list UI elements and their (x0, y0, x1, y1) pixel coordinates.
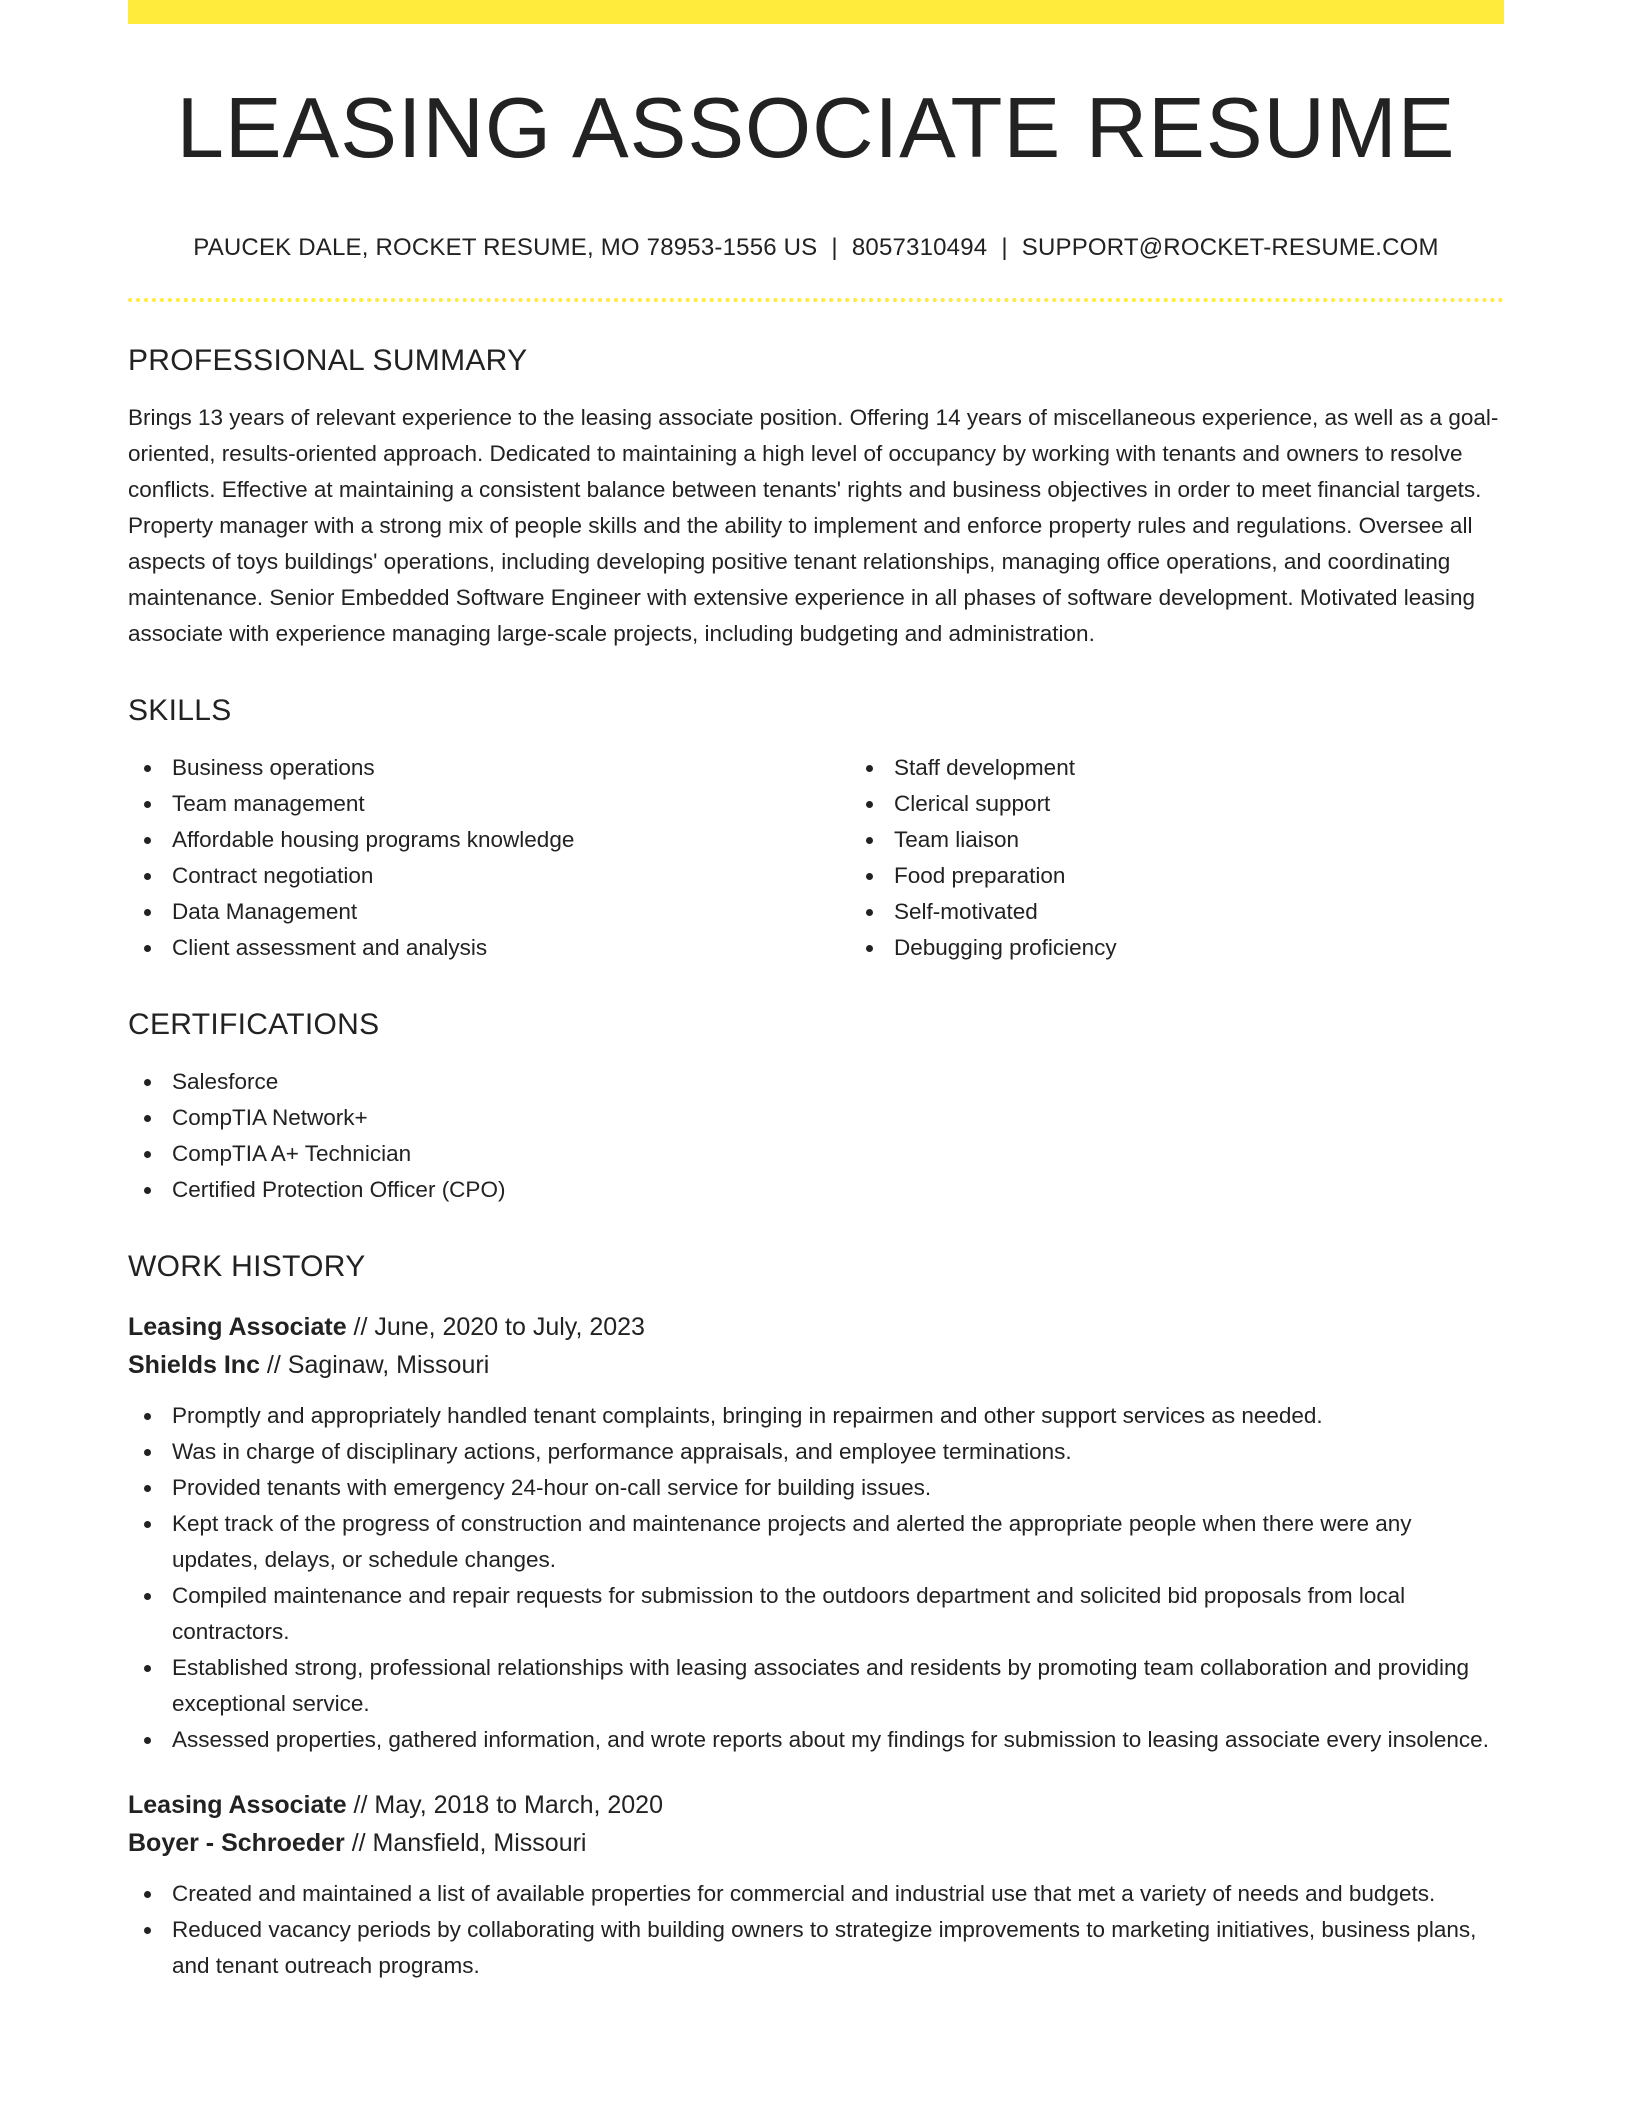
certification-item: Certified Protection Officer (CPO) (172, 1172, 1504, 1208)
certification-item: CompTIA A+ Technician (172, 1136, 1504, 1172)
job-duty: Was in charge of disciplinary actions, performance appraisals, and employee terminations. (172, 1434, 1504, 1470)
contact-separator: | (1001, 233, 1008, 261)
skills-heading: SKILLS (128, 693, 232, 727)
job-duty: Established strong, professional relationships with leasing associates and residents by promoting team collaboration and providing exceptional service. (172, 1650, 1504, 1722)
job-company: Boyer - Schroeder (128, 1828, 345, 1857)
contact-phone: 8057310494 (851, 233, 988, 261)
skill-item: Self-motivated (894, 894, 1572, 930)
job-dates: // May, 2018 to March, 2020 (346, 1790, 663, 1819)
skill-item: Clerical support (894, 786, 1572, 822)
job-entry (128, 1786, 1504, 1984)
job-duty: Provided tenants with emergency 24-hour on-call service for building issues. (172, 1470, 1504, 1506)
contact-email: SUPPORT@ROCKET-RESUME.COM (1021, 233, 1439, 261)
skills-list-right (850, 750, 1572, 966)
summary-heading: PROFESSIONAL SUMMARY (128, 343, 528, 377)
skill-item: Staff development (894, 750, 1572, 786)
job-duty: Created and maintained a list of available properties for commercial and industrial use that met a variety of needs and budgets. (172, 1876, 1504, 1912)
contact-address: PAUCEK DALE, ROCKET RESUME, MO 78953-1556 US (193, 233, 818, 261)
job-title-line (128, 1308, 1504, 1346)
skill-item: Food preparation (894, 858, 1572, 894)
resume-page (128, 0, 1504, 1984)
summary-text: Brings 13 years of relevant experience to the leasing associate position. Offering 14 years of miscellaneous experience, as well as a goal-oriented, results-oriented approach. Dedicated to maintaining a high level of occupancy by working with tenants and owners to resolve conflicts. Effective at maintaining a consistent balance between tenants' rights and business objectives in order to meet financial targets. Property manager with a strong mix of people skills and the ability to implement and enforce property rules and regulations. Oversee all aspects of toys buildings' operations, including developing positive tenant relationships, managing office operations, and coordinating maintenance. Senior Embedded Software Engineer with extensive experience in all phases of software development. Motivated leasing associate with experience managing large-scale projects, including budgeting and administration. (128, 404, 1499, 646)
work-history-heading: WORK HISTORY (128, 1249, 366, 1283)
job-location: // Saginaw, Missouri (259, 1350, 490, 1379)
certification-item: Salesforce (172, 1064, 1504, 1100)
job-duty: Compiled maintenance and repair requests for submission to the outdoors department and solicited bid proposals from local contractors. (172, 1578, 1504, 1650)
job-duty: Kept track of the progress of construction and maintenance projects and alerted the appropriate people when there were any updates, delays, or schedule changes. (172, 1506, 1504, 1578)
contact-separator: | (831, 233, 838, 261)
skill-item: Data Management (172, 894, 850, 930)
skill-item: Team management (172, 786, 850, 822)
skills-grid (128, 728, 1504, 966)
dotted-divider (128, 298, 1504, 302)
job-title: Leasing Associate (128, 1790, 347, 1819)
certification-item: CompTIA Network+ (172, 1100, 1504, 1136)
job-title: Leasing Associate (128, 1312, 347, 1341)
job-company-line (128, 1346, 1504, 1384)
resume-title: LEASING ASSOCIATE RESUME (176, 81, 1456, 176)
skill-item: Business operations (172, 750, 850, 786)
skill-item: Contract negotiation (172, 858, 850, 894)
certifications-list (128, 1064, 1504, 1208)
job-duty: Reduced vacancy periods by collaborating with building owners to strategize improvements to marketing initiatives, business plans, and tenant outreach programs. (172, 1912, 1504, 1984)
job-location: // Mansfield, Missouri (344, 1828, 587, 1857)
job-duties-list (128, 1876, 1504, 1984)
job-entry (128, 1308, 1504, 1758)
skills-list-left (128, 750, 850, 966)
skill-item: Affordable housing programs knowledge (172, 822, 850, 858)
job-company-line (128, 1824, 1504, 1862)
job-dates: // June, 2020 to July, 2023 (346, 1312, 645, 1341)
certifications-heading: CERTIFICATIONS (128, 1007, 380, 1041)
job-duty: Promptly and appropriately handled tenant complaints, bringing in repairmen and other support services as needed. (172, 1398, 1504, 1434)
top-accent-bar (128, 0, 1504, 24)
job-duties-list (128, 1398, 1504, 1758)
job-duty: Assessed properties, gathered information, and wrote reports about my findings for submission to leasing associate every insolence. (172, 1722, 1504, 1758)
contact-line (128, 234, 1504, 262)
job-company: Shields Inc (128, 1350, 260, 1379)
job-title-line (128, 1786, 1504, 1824)
skill-item: Team liaison (894, 822, 1572, 858)
skill-item: Debugging proficiency (894, 930, 1572, 966)
skill-item: Client assessment and analysis (172, 930, 850, 966)
